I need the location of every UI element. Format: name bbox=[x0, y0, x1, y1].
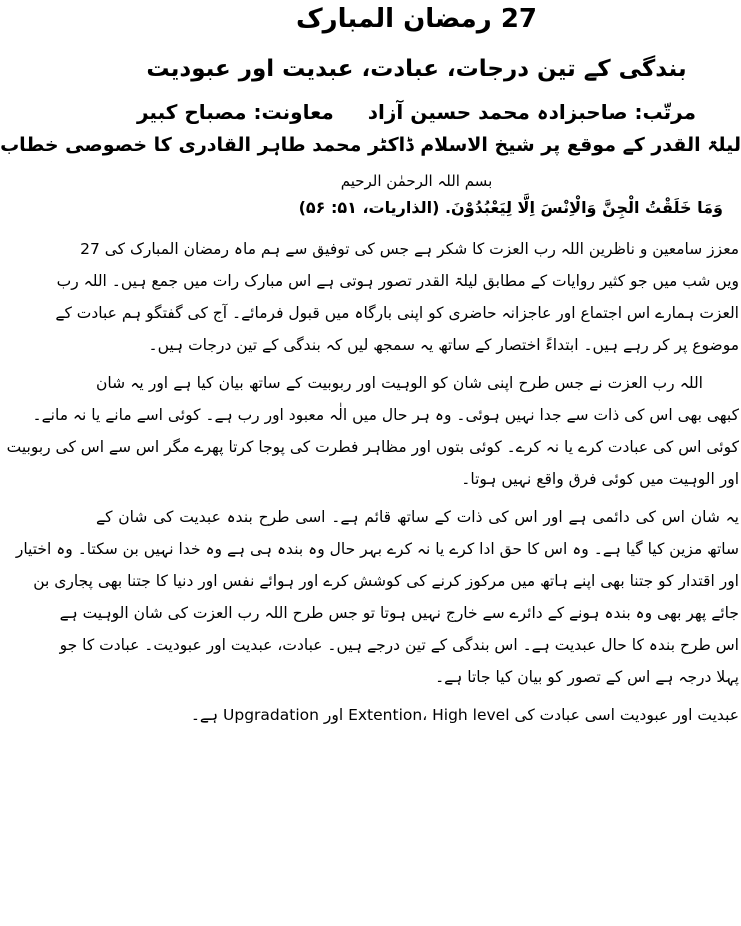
body-line: اور اقتدار کو جتنا بھی اپنے ہاتھ میں مرکوز کرنے کی کوشش کرے اور ہوائے نفس اور دنیا کا جتنا بھی پجاری بن bbox=[33, 571, 739, 590]
body-line: یہ شان اس کی دائمی ہے اور اس کی ذات کے ساتھ قائم ہے۔ اسی طرح بندہ عبدیت کی شان کے bbox=[96, 507, 739, 526]
body-line: کوئی اس کی عبادت کرے یا نہ کرے۔ کوئی بتوں اور مظاہر فطرت کی پوجا کرتا پھرے مگر اس سے اس کی ربوبیت bbox=[6, 437, 739, 456]
body-line: جائے پھر بھی وہ بندہ ہونے کے دائرے سے خارج نہیں ہوتا تو جس طرح اللہ رب العزت کی شان الوہیت ہے bbox=[59, 603, 739, 622]
body-line: اللہ رب العزت نے جس طرح اپنی شان کو الوہیت اور ربوبیت کے ساتھ بیان کیا ہے اور یہ شان bbox=[96, 373, 703, 392]
page-title: 27 رمضان المبارک bbox=[295, 4, 537, 34]
body-line: موضوع پر کر رہے ہیں۔ ابتداءً اختصار کے ساتھ یہ سمجھ لیں کہ بندگی کے تین درجات ہیں۔ bbox=[148, 335, 739, 354]
assistant-credit: معاونت: مصباح کبیر bbox=[136, 99, 334, 124]
bismillah: بسم اللہ الرحمٰن الرحیم bbox=[340, 171, 493, 190]
body-line: اور الوہیت میں کوئی فرق واقع نہیں ہوتا۔ bbox=[461, 469, 739, 488]
article-body bbox=[6, 233, 741, 731]
credits-line bbox=[92, 100, 741, 125]
body-line: العزت ہمارے اس اجتماع اور عاجزانہ حاضری کو اپنی بارگاہ میں قبول فرمائے۔ آج کی گفتگو ہم عبادت کے bbox=[55, 303, 739, 322]
quran-verse: وَمَا خَلَقْتُ الْجِنَّ وَالْاِنْسَ اِلَّا لِيَعْبُدُوْنَ. (الذاریات، ۵۱: ۵۶) bbox=[298, 197, 723, 217]
body-line: معزز سامعین و ناظرین اللہ رب العزت کا شکر ہے جس کی توفیق سے ہم ماہ رمضان المبارک کی 27 bbox=[80, 239, 739, 258]
body-line: پہلا درجہ ہے اس کے تصور کو بیان کیا جاتا ہے۔ bbox=[435, 667, 739, 686]
body-line: عبدیت اور عبودیت اسی عبادت کی Extention، High level اور Upgradation ہے۔ bbox=[190, 705, 739, 724]
body-line: ویں شب میں جو کثیر روایات کے مطابق لیلۃ القدر تصور ہوتی ہے اس مبارک رات میں جمع ہیں۔ اللہ رب bbox=[56, 271, 739, 290]
occasion-heading: لیلۃ القدر کے موقع پر شیخ الاسلام ڈاکٹر محمد طاہر القادری کا خصوصی خطاب bbox=[0, 133, 741, 156]
article-subtitle: بندگی کے تین درجات، عبادت، عبدیت اور عبودیت bbox=[146, 56, 687, 83]
compiler-credit: مرتّب: صاحبزادہ محمد حسین آزاد bbox=[367, 99, 697, 124]
body-line: ساتھ مزین کیا گیا ہے۔ وہ اس کا حق ادا کرے یا نہ کرے بہر حال وہ بندہ ہی ہے وہ خدا نہیں بن سکتا۔ وہ اختیار bbox=[15, 539, 739, 558]
body-line: کبھی بھی اس کی ذات سے جدا نہیں ہوئی۔ وہ ہر حال میں الٰہ معبود اور رب ہے۔ کوئی اسے مانے یا نہ مانے۔ bbox=[32, 405, 739, 424]
body-line: اس طرح بندہ کا حال عبدیت ہے۔ اس بندگی کے تین درجے ہیں۔ عبادت، عبدیت اور عبودیت۔ عبادت کا جو bbox=[59, 635, 739, 654]
